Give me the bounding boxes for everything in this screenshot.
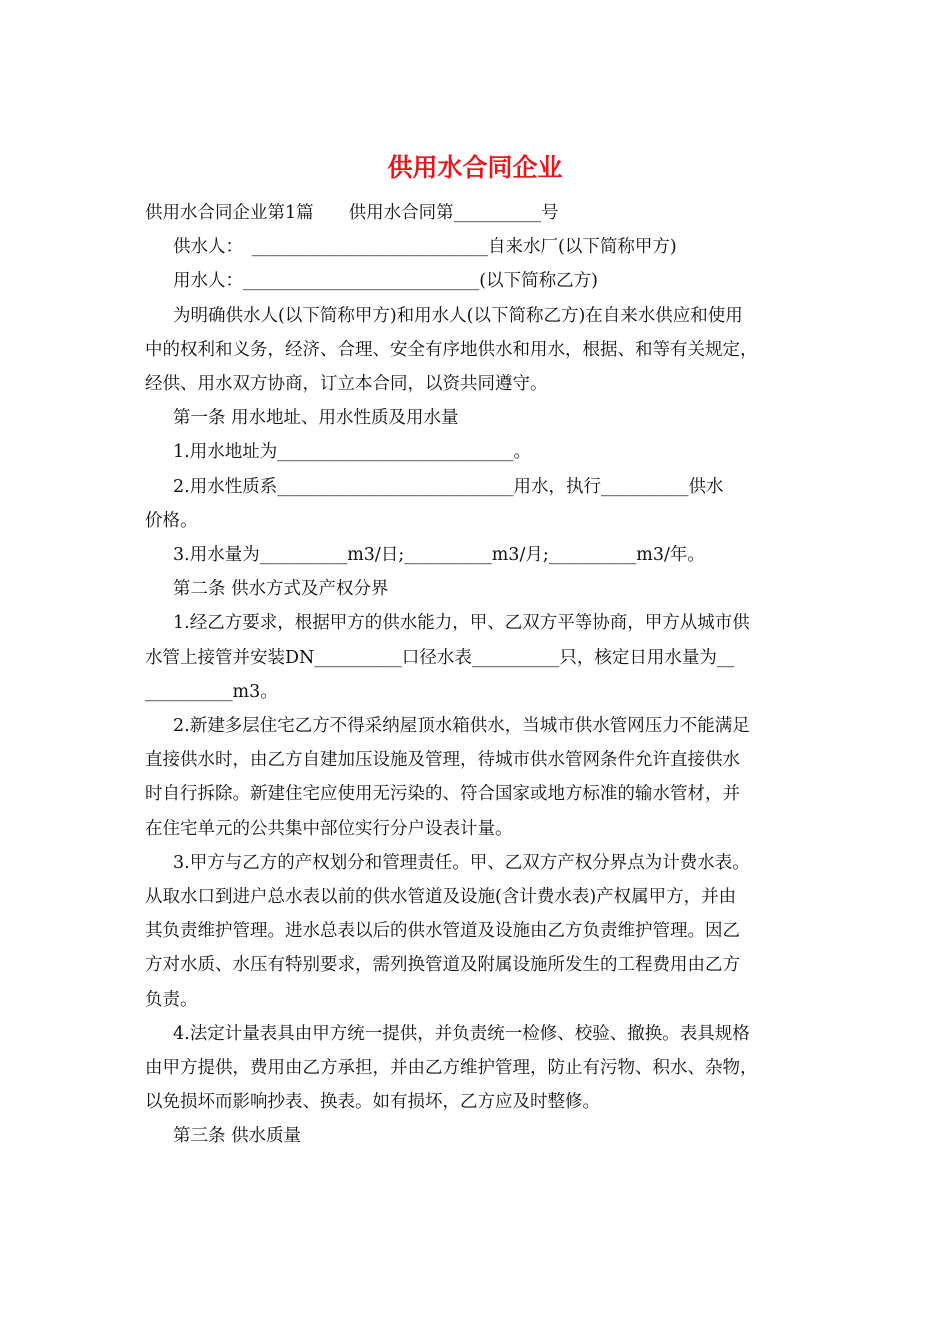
paragraph-line: 为明确供水人(以下简称甲方)和用水人(以下简称乙方)在自来水供应和使用 [173,305,743,326]
paragraph-line: 1.用水地址为___________________________。 [173,442,531,463]
section-heading: 第一条 用水地址、用水性质及用水量 [173,408,459,429]
paragraph-line: 供水人： ___________________________自来水厂(以下简称甲方) [173,237,677,258]
paragraph-line: 1.经乙方要求，根据甲方的供水能力，甲、乙双方平等协商，甲方从城市供 [173,613,750,634]
paragraph-line: 2.新建多层住宅乙方不得采纳屋顶水箱供水，当城市供水管网压力不能满足 [173,716,750,737]
paragraph-line: 供用水合同企业第1篇 供用水合同第__________号 [145,203,559,223]
paragraph-line: 以免损坏而影响抄表、换表。如有损坏，乙方应及时整修。 [145,1092,600,1113]
paragraph-line: 经供、用水双方协商，订立本合同，以资共同遵守。 [145,374,548,395]
paragraph-line: 4.法定计量表具由甲方统一提供，并负责统一检修、校验、撤换。表具规格 [173,1023,750,1044]
paragraph-line: 中的权利和义务，经济、合理、安全有序地供水和用水，根据、和等有关规定， [145,339,758,360]
document-body [145,196,805,1154]
paragraph-line: 负责。 [145,989,198,1010]
paragraph-line: 时自行拆除。新建住宅应使用无污染的、符合国家或地方标准的输水管材，并 [145,784,740,805]
paragraph-line: 由甲方提供，费用由乙方承担，并由乙方维护管理，防止有污物、积水、杂物， [145,1058,758,1079]
paragraph-line: 3.用水量为__________m3/日;__________m3/月;__________m3/年。 [173,545,705,566]
paragraph-line: 从取水口到进户总水表以前的供水管道及设施(含计费水表)产权属甲方，并由 [145,887,737,908]
paragraph-line: 水管上接管并安装DN__________口径水表__________只，核定日用水量为__ [145,647,735,668]
paragraph-line: 其负责维护管理。进水总表以后的供水管道及设施由乙方负责维护管理。因乙 [145,921,740,942]
paragraph-line: 3.甲方与乙方的产权划分和管理责任。甲、乙双方产权分界点为计费水表。 [173,852,750,873]
paragraph-line: 价格。 [145,510,198,531]
paragraph-line: 方对水质、水压有特别要求，需列换管道及附属设施所发生的工程费用由乙方 [145,955,740,976]
section-heading: 第二条 供水方式及产权分界 [173,579,389,600]
paragraph-line: __________m3。 [145,681,278,702]
paragraph-line: 2.用水性质系___________________________用水，执行__________供水 [173,476,724,497]
paragraph-line: 直接供水时，由乙方自建加压设施及管理，待城市供水管网条件允许直接供水 [145,750,740,771]
paragraph-line: 在住宅单元的公共集中部位实行分户设表计量。 [145,818,513,839]
paragraph-line: 用水人：___________________________(以下简称乙方) [173,271,598,292]
document-title: 供用水合同企业 [387,153,563,182]
section-heading: 第三条 供水质量 [173,1126,302,1147]
